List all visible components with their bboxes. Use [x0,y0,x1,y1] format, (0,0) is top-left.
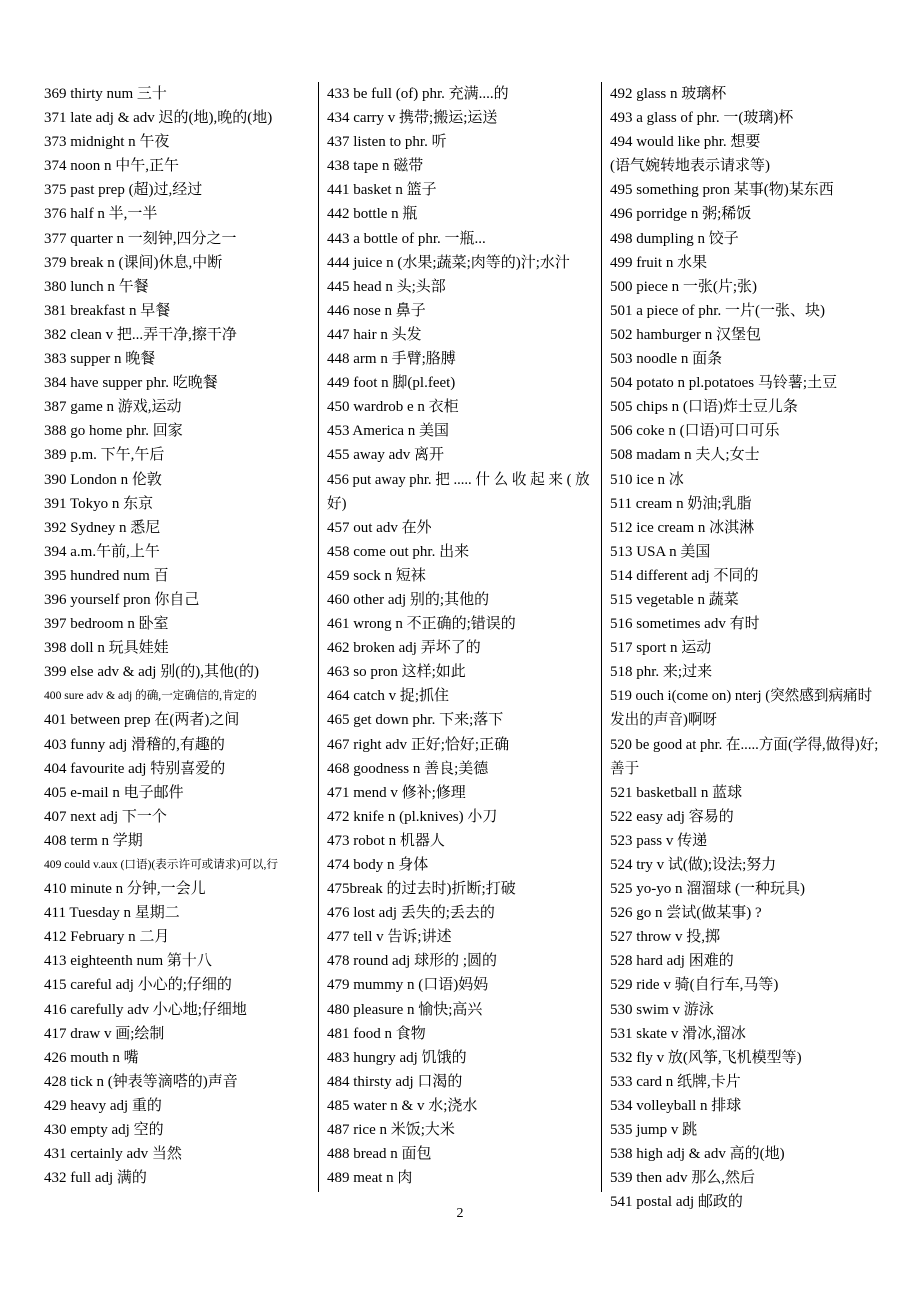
vocab-entry: 519 ouch i(come on) nterj (突然感到病痛时发出的声音)啊呀 [610,688,873,729]
vocab-entry: 410 minute n 分钟,一会儿 [44,881,206,898]
vocab-entry: 392 Sydney n 悉尼 [44,519,161,536]
vocab-entry: 444 juice n (水果;蔬菜;肉等的)汁;水汁 [327,254,570,271]
vocab-entry: 528 hard adj 困难的 [610,953,734,970]
vocab-entry: 456 put away phr. 把 ..... 什 么 收 起 来 ( 放 好) [327,471,590,512]
vocab-entry: 524 try v 试(做);设法;努力 [610,857,777,873]
vocab-entry: 494 would like phr. 想要 [610,134,761,151]
vocab-entry: 377 quarter n 一刻钟,四分之一 [44,230,237,247]
vocab-entry: 518 phr. 来;过来 [610,664,713,681]
vocab-entry: 492 glass n 玻璃杯 [610,86,727,102]
vocab-entry: 479 mummy n (口语)妈妈 [327,977,489,994]
vocab-entry: 442 bottle n 瓶 [327,206,418,223]
vocab-entry: 401 between prep 在(两者)之间 [44,712,240,729]
vocab-entry: 391 Tokyo n 东京 [44,495,154,512]
vocab-entry: 516 sometimes adv 有时 [610,616,760,633]
vocab-entry: 431 certainly adv 当然 [44,1146,182,1163]
vocab-entry: 387 game n 游戏,运动 [44,399,182,416]
vocab-entry: 505 chips n (口语)炸士豆儿条 [610,399,798,416]
vocab-entry: 532 fly v 放(风筝,飞机模型等) [610,1049,802,1066]
vocab-entry: 538 high adj & adv 高的(地) [610,1146,785,1163]
vocab-entry: 485 water n & v 水;浇水 [327,1097,478,1114]
vocab-entry: 369 thirty num 三十 [44,86,167,102]
vocab-entry: 443 a bottle of phr. 一瓶... [327,230,486,247]
vocab-entry: 395 hundred num 百 [44,567,169,584]
column-divider [318,82,319,1192]
vocab-entry: 495 something pron 某事(物)某东西 [610,182,834,199]
vocab-entry: 534 volleyball n 排球 [610,1097,742,1114]
vocab-entry: 496 porridge n 粥;稀饭 [610,206,752,223]
vocab-entry: 522 easy adj 容易的 [610,808,734,825]
vocab-entry: 429 heavy adj 重的 [44,1097,162,1114]
vocab-entry: 384 have supper phr. 吃晚餐 [44,375,218,392]
vocab-entry: 464 catch v 捉;抓住 [327,688,450,705]
vocab-entry: 487 rice n 米饭;大米 [327,1122,455,1139]
vocab-entry: 471 mend v 修补;修理 [327,784,466,801]
vocab-entry: 467 right adv 正好;恰好;正确 [327,736,510,753]
vocab-entry: 408 term n 学期 [44,832,143,849]
vocab-entry: 526 go n 尝试(做某事) ? [610,905,762,922]
vocab-entry: 541 postal adj 邮政的 [610,1194,743,1211]
vocab-entry: 438 tape n 磁带 [327,158,424,175]
vocab-entry: 535 jump v 跳 [610,1122,698,1139]
vocab-entry: 523 pass v 传递 [610,832,708,849]
vocab-entry: 448 arm n 手臂;胳膊 [327,351,456,368]
vocab-entry: 476 lost adj 丢失的;丢去的 [327,905,495,922]
vocab-entry: 481 food n 食物 [327,1025,426,1042]
vocab-entry: 501 a piece of phr. 一片(一张、块) [610,302,825,319]
vocab-entry: 376 half n 半,一半 [44,206,158,223]
vocab-entry: 525 yo-yo n 溜溜球 (一种玩具) [610,881,805,898]
vocab-entry: 430 empty adj 空的 [44,1122,164,1139]
vocab-entry: 477 tell v 告诉;讲述 [327,929,452,946]
vocab-entry: 521 basketball n 蓝球 [610,784,743,801]
column-divider [601,82,602,1192]
vocab-entry: 428 tick n (钟表等滴嗒的)声音 [44,1073,238,1090]
vocab-entry: 506 coke n (口语)可口可乐 [610,423,780,440]
vocab-entry: 455 away adv 离开 [327,447,445,464]
vocab-entry: 499 fruit n 水果 [610,254,708,271]
vocab-entry: 462 broken adj 弄坏了的 [327,640,481,657]
vocab-entry: 447 hair n 头发 [327,326,422,343]
vocab-entry: 446 nose n 鼻子 [327,302,426,319]
vocab-entry: 379 break n (课间)休息,中断 [44,254,223,271]
vocab-entry: 415 careful adj 小心的;仔细的 [44,977,232,994]
vocab-entry: 529 ride v 骑(自行车,马等) [610,977,779,994]
vocab-entry: 398 doll n 玩具娃娃 [44,640,169,657]
vocab-entry: 371 late adj & adv 迟的(地),晚的(地) [44,110,273,127]
vocab-entry: 457 out adv 在外 [327,519,432,536]
vocab-entry: 441 basket n 篮子 [327,182,437,199]
vocab-entry: 478 round adj 球形的 ;圆的 [327,953,497,970]
vocab-entry: 520 be good at phr. 在.....方面(学得,做得)好;善于 [610,736,879,777]
vocab-entry: 503 noodle n 面条 [610,351,723,368]
vocab-entry: 399 else adv & adj 别(的),其他(的) [44,664,259,681]
vocab-entry: 445 head n 头;头部 [327,278,446,295]
vocab-entry: 489 meat n 肉 [327,1170,413,1187]
vocab-entry: 468 goodness n 善良;美德 [327,760,489,777]
vocab-entry: 463 so pron 这样;如此 [327,664,466,681]
vocab-entry: 426 mouth n 嘴 [44,1049,139,1066]
vocab-entry: 511 cream n 奶油;乳脂 [610,495,752,512]
vocab-entry: 374 noon n 中午,正午 [44,158,180,175]
vocab-entry: 508 madam n 夫人;女士 [610,447,760,464]
vocab-entry: 437 listen to phr. 听 [327,134,447,151]
vocab-entry: 375 past prep (超)过,经过 [44,182,203,199]
vocab-entry: 381 breakfast n 早餐 [44,302,171,319]
vocab-entry: 400 sure adv & adj 的确,一定确信的,肯定的 [44,689,257,703]
vocab-entry: (语气婉转地表示请求等) [610,158,770,175]
page-number: 2 [456,1206,464,1221]
vocab-entry: 417 draw v 画;绘制 [44,1025,165,1042]
vocab-entry: 517 sport n 运动 [610,640,712,657]
vocab-entry: 382 clean v 把...弄干净,擦干净 [44,326,237,343]
vocab-entry: 474 body n 身体 [327,857,429,873]
vocab-entry: 450 wardrob e n 衣柜 [327,399,459,416]
vocab-entry: 458 come out phr. 出来 [327,543,470,560]
vocab-entry: 396 yourself pron 你自己 [44,591,200,608]
vocab-entry: 512 ice cream n 冰淇淋 [610,519,755,536]
vocab-entry: 460 other adj 别的;其他的 [327,591,490,608]
vocab-entry: 484 thirsty adj 口渴的 [327,1073,463,1090]
vocab-entry: 480 pleasure n 愉快;高兴 [327,1001,483,1018]
vocab-entry: 500 piece n 一张(片;张) [610,278,758,295]
vocab-entry: 397 bedroom n 卧室 [44,616,169,633]
vocab-entry: 389 p.m. 下午,午后 [44,447,165,464]
vocab-column-3 [610,82,882,1211]
vocab-entry: 394 a.m.午前,上午 [44,543,160,560]
vocab-entry: 465 get down phr. 下来;落下 [327,712,504,729]
vocab-entry: 461 wrong n 不正确的;错误的 [327,616,516,633]
vocab-entry: 513 USA n 美国 [610,543,711,560]
vocab-entry: 472 knife n (pl.knives) 小刀 [327,808,498,825]
vocab-entry: 405 e-mail n 电子邮件 [44,784,184,801]
vocab-entry: 502 hamburger n 汉堡包 [610,326,761,343]
vocab-entry: 488 bread n 面包 [327,1146,432,1163]
vocab-entry: 504 potato n pl.potatoes 马铃薯;土豆 [610,375,838,392]
vocab-entry: 475break 的过去时)折断;打破 [327,881,516,898]
vocab-entry: 531 skate v 滑冰,溜冰 [610,1025,746,1042]
vocab-entry: 473 robot n 机器人 [327,832,445,849]
vocab-entry: 403 funny adj 滑稽的,有趣的 [44,736,225,753]
vocab-entry: 498 dumpling n 饺子 [610,230,739,247]
vocab-entry: 409 could v.aux (口语)(表示许可或请求)可以,行 [44,858,278,871]
vocab-entry: 433 be full (of) phr. 充满....的 [327,86,509,102]
vocab-entry: 432 full adj 满的 [44,1170,147,1187]
vocab-entry: 390 London n 伦敦 [44,471,162,488]
vocab-entry: 530 swim v 游泳 [610,1001,714,1018]
vocab-entry: 411 Tuesday n 星期二 [44,905,180,922]
vocab-entry: 510 ice n 冰 [610,471,684,488]
vocab-entry: 416 carefully adv 小心地;仔细地 [44,1001,247,1018]
vocab-entry: 404 favourite adj 特别喜爱的 [44,760,226,777]
vocab-column-1 [44,82,312,1190]
vocab-entry: 515 vegetable n 蔬菜 [610,591,739,608]
vocab-entry: 407 next adj 下一个 [44,808,167,825]
vocab-entry: 539 then adv 那么,然后 [610,1170,755,1187]
vocab-entry: 459 sock n 短袜 [327,567,426,584]
vocab-entry: 388 go home phr. 回家 [44,423,183,440]
vocab-entry: 413 eighteenth num 第十八 [44,953,212,970]
vocab-entry: 453 America n 美国 [327,423,450,440]
vocab-entry: 434 carry v 携带;搬运;运送 [327,110,498,127]
vocab-column-2 [327,82,595,1190]
vocab-entry: 533 card n 纸牌,卡片 [610,1073,741,1090]
vocab-entry: 383 supper n 晚餐 [44,351,156,368]
vocab-entry: 380 lunch n 午餐 [44,278,149,295]
vocab-entry: 514 different adj 不同的 [610,567,759,584]
vocab-entry: 527 throw v 投,掷 [610,929,720,946]
vocab-entry: 493 a glass of phr. 一(玻璃)杯 [610,110,794,127]
vocab-entry: 412 February n 二月 [44,929,170,946]
vocab-entry: 373 midnight n 午夜 [44,134,170,151]
vocab-entry: 449 foot n 脚(pl.feet) [327,375,456,392]
vocab-entry: 483 hungry adj 饥饿的 [327,1049,467,1066]
